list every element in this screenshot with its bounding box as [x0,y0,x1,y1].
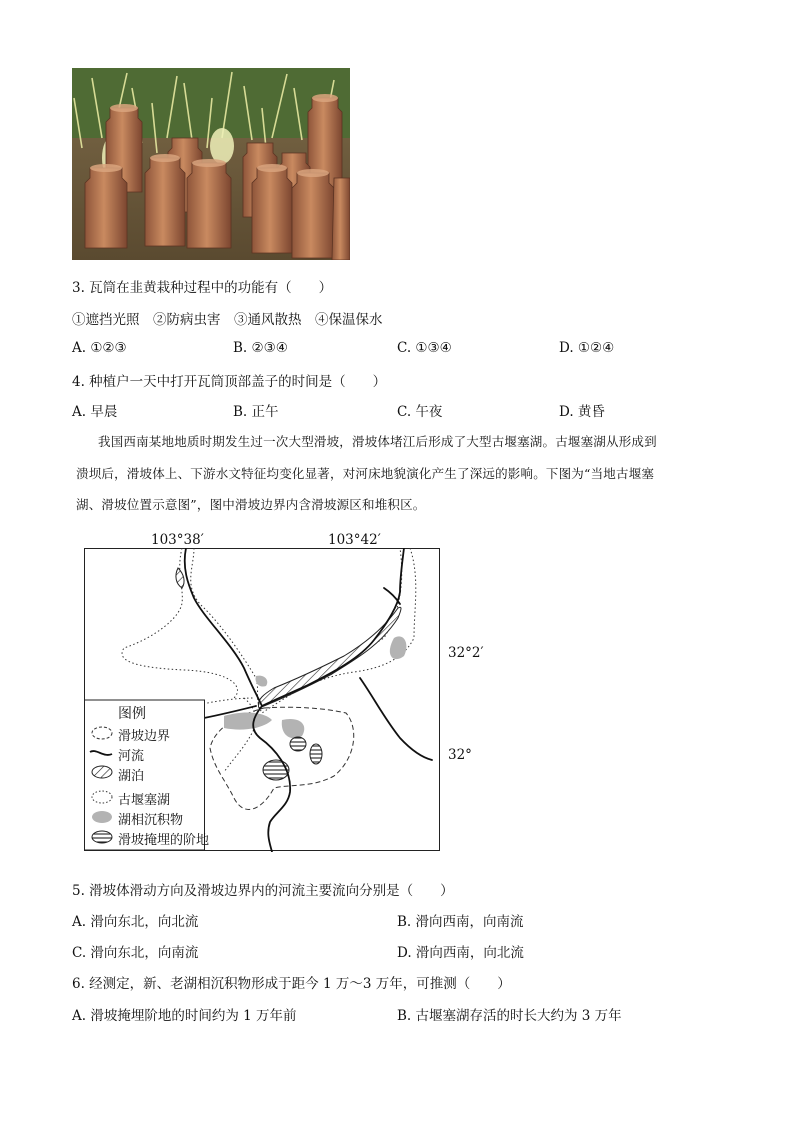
legend-landslide-boundary: 滑坡边界 [118,729,171,744]
question-5-option-c[interactable]: C. 滑向东北，向南流 [72,945,199,961]
question-3-stem: 3. 瓦筒在韭黄栽种过程中的功能有（ ） [72,280,333,296]
legend-buried-terrace: 滑坡掩埋的阶地 [118,833,210,848]
passage-line-3: 湖、滑坡位置示意图”，图中滑坡边界内含滑坡源区和堆积区。 [76,497,426,512]
legend-ancient-lake: 古堰塞湖 [118,793,171,808]
passage-line-2: 溃坝后，滑坡体上、下游水文特征均变化显著，对河床地貌演化产生了深远的影响。下图为“当地古堰塞 [76,466,655,481]
tile-pot-photo [72,68,350,260]
question-6-option-b[interactable]: B. 古堰塞湖存活的时长大约为 3 万年 [397,1008,622,1024]
question-5-option-a[interactable]: A. 滑向东北，向北流 [72,914,199,930]
legend-lake-sediment: 湖相沉积物 [118,813,184,828]
question-4-stem: 4. 种植户一天中打开瓦筒顶部盖子的时间是（ ） [72,374,387,390]
question-5-option-b[interactable]: B. 滑向西南，向南流 [397,914,524,930]
latitude-bottom-label: 32° [448,747,472,763]
passage-line-1: 我国西南某地地质时期发生过一次大型滑坡，滑坡体堵江后形成了大型古堰塞湖。古堰塞湖从形成到 [98,434,657,449]
longitude-right-label: 103°42′ [328,532,381,548]
question-3-option-b[interactable]: B. ②③④ [233,340,288,356]
question-3-items: ①遮挡光照 ②防病虫害 ③通风散热 ④保温保水 [72,312,383,328]
legend-title: 图例 [118,706,146,722]
legend-river: 河流 [118,749,145,764]
question-3-option-c[interactable]: C. ①③④ [397,340,452,356]
question-5-stem: 5. 滑坡体滑动方向及滑坡边界内的河流主要流向分别是（ ） [72,883,454,899]
longitude-left-label: 103°38′ [151,532,204,548]
question-4-option-d[interactable]: D. 黄昏 [559,404,605,420]
question-5-option-d[interactable]: D. 滑向西南，向北流 [397,945,524,961]
question-4-option-b[interactable]: B. 正午 [233,404,279,420]
question-6-option-a[interactable]: A. 滑坡掩埋阶地的时间约为 1 万年前 [72,1008,297,1024]
question-6-stem: 6. 经测定，新、老湖相沉积物形成于距今 1 万～3 万年，可推测（ ） [72,976,511,992]
question-3-option-d[interactable]: D. ①②④ [559,340,615,356]
legend-lake: 湖泊 [118,769,145,784]
question-3-option-a[interactable]: A. ①②③ [72,340,127,356]
question-4-option-c[interactable]: C. 午夜 [397,404,443,420]
question-4-option-a[interactable]: A. 早晨 [72,404,118,420]
latitude-top-label: 32°2′ [448,645,484,661]
